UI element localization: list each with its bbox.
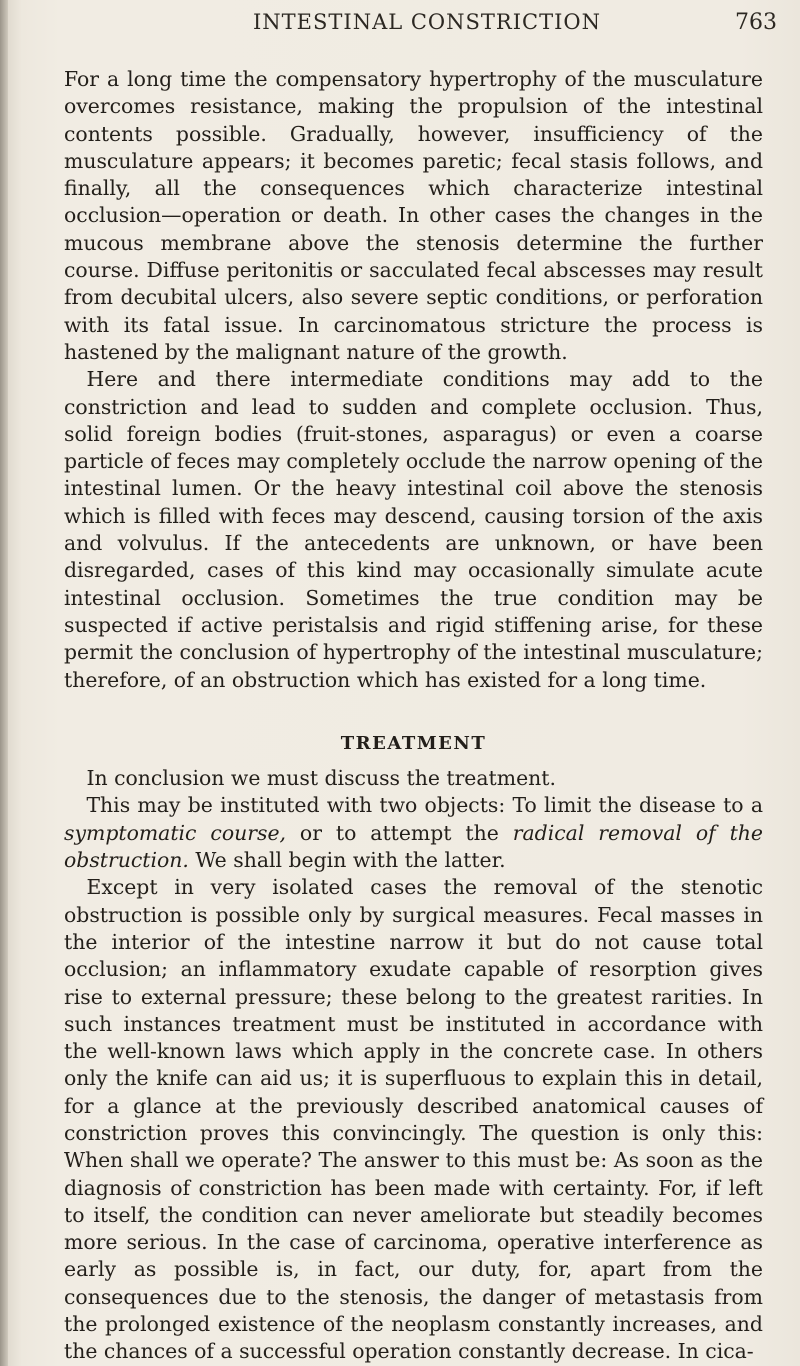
objects-text-start: This may be instituted with two objects: To limit the disease to a <box>86 793 763 818</box>
objects-italic-symptomatic: symptomatic course, <box>64 820 286 845</box>
paragraph-hypertrophy: For a long time the compensatory hypertrophy of the musculature overcomes resistance, making the propulsion of the intestinal contents possible. Gradually, however, insufficiency of the musculature appears; it becomes paretic; fecal stasis follows, and finally, all the consequences which characterize intestinal occlusion—operation or death. In other cases the changes in the mucous membrane above the stenosis determine the further course. Diffuse peritonitis or sacculated fecal abscesses may result from decubital ulcers, also severe septic conditions, or perforation with its fatal issue. In carcinomatous stricture the process is hastened by the malignant nature of the growth. <box>64 67 763 364</box>
section-heading-treatment: TREATMENT <box>340 732 487 754</box>
page-binding-edge <box>0 0 8 1366</box>
running-title: INTESTINAL CONSTRICTION <box>253 10 601 34</box>
running-header <box>0 6 800 38</box>
paragraph-treatment-intro: In conclusion we must discuss the treatment. <box>86 766 556 791</box>
body-text <box>64 66 763 1366</box>
objects-text-end: We shall begin with the latter. <box>188 848 506 873</box>
objects-text-middle: or to attempt the <box>286 820 513 845</box>
paragraph-treatment-objects <box>64 792 763 874</box>
paragraph-intermediate-conditions: Here and there intermediate conditions may add to the constriction and lead to sudden and complete occlusion. Thus, solid foreign bodies (fruit-stones, asparagus) or even a coarse particle of feces may completely occlude the narrow opening of the intestinal lumen. Or the heavy intestinal coil above the stenosis which is filled with feces may descend, causing torsion of the axis and volvulus. If the antecedents are unknown, or have been disregarded, cases of this kind may occasionally simulate acute intestinal occlusion. Sometimes the true condition may be suspected if active peristalsis and rigid stiffening arise, for these permit the conclusion of hypertrophy of the intestinal musculature; therefore, of an obstruction which has existed for a long time. <box>64 367 763 692</box>
page-number: 763 <box>735 10 777 35</box>
objects-italic-radical: radical removal of the obstruction. <box>64 820 763 873</box>
paragraph-surgical-removal: Except in very isolated cases the removal of the stenotic obstruction is possible only by surgical measures. Fecal masses in the interior of the intestine narrow it but do not cause total occlusion; an inflammatory exudate capable of resorption gives rise to external pressure; these belong to the greatest rarities. In such instances treatment must be instituted in accordance with the well-known laws which apply in the concrete case. In others only the knife can aid us; it is superfluous to explain this in detail, for a glance at the previously described anatomical causes of constriction proves this convincingly. The question is only this: When shall we operate? The answer to this must be: As soon as the diagnosis of constriction has been made with certainty. For, if left to itself, the condition can never ameliorate but steadily becomes more serious. In the case of carcinoma, operative interference as early as possible is, in fact, our duty, for, apart from the consequences due to the stenosis, the danger of metastasis from the prolonged existence of the neoplasm constantly increases, and the chances of a successful operation constantly decrease. In cica- <box>64 875 763 1364</box>
